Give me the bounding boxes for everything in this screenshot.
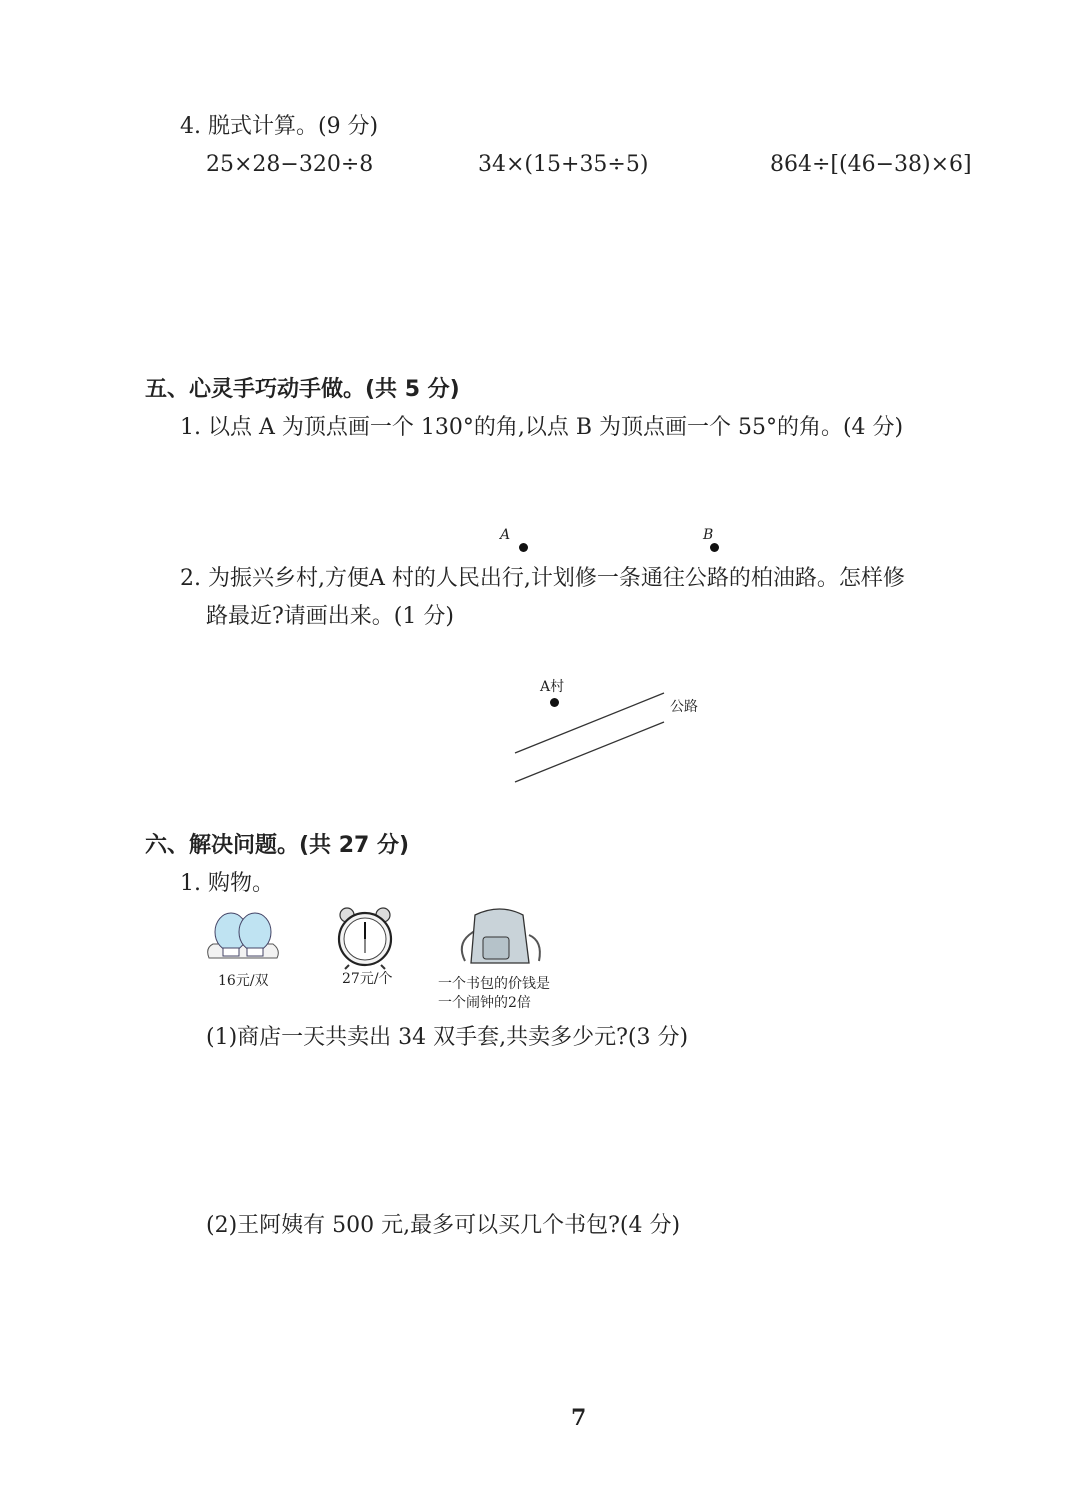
q4-title: 4. 脱式计算。(9 分) xyxy=(180,114,379,139)
expression-3: 864÷[(46−38)×6] xyxy=(770,152,972,177)
s6-subquestion-1: (1)商店一天共卖出 34 双手套,共卖多少元?(3 分) xyxy=(206,1025,689,1050)
point-a-label: A xyxy=(500,527,511,543)
road-edge-upper xyxy=(515,693,664,753)
s5-question-2-line-1: 2. 为振兴乡村,方便A 村的人民出行,计划修一条通往公路的柏油路。怎样修 xyxy=(180,566,905,591)
s6-question-1: 1. 购物。 xyxy=(180,871,274,896)
section-6-heading: 六、解决问题。(共 27 分) xyxy=(145,833,410,858)
alarm-clock-price: 27元/个 xyxy=(342,971,393,987)
gloves-icon xyxy=(203,908,283,970)
s5-question-2-line-2: 路最近?请画出来。(1 分) xyxy=(206,604,454,629)
schoolbag-caption-line-2: 一个闹钟的2倍 xyxy=(438,995,531,1011)
s6-subquestion-2: (2)王阿姨有 500 元,最多可以买几个书包?(4 分) xyxy=(206,1213,681,1238)
point-b-label: B xyxy=(703,527,714,543)
alarm-clock-icon xyxy=(333,905,397,969)
road-edge-lower xyxy=(515,722,664,782)
page-number: 7 xyxy=(571,1405,587,1431)
s5-question-1: 1. 以点 A 为顶点画一个 130°的角,以点 B 为顶点画一个 55°的角。(4 分) xyxy=(180,415,904,440)
gloves-price: 16元/双 xyxy=(218,973,269,989)
schoolbag-icon xyxy=(455,905,545,969)
schoolbag-caption-line-1: 一个书包的价钱是 xyxy=(438,976,550,992)
village-a-label: A村 xyxy=(540,679,565,695)
road-label: 公路 xyxy=(670,699,698,715)
expression-2: 34×(15+35÷5) xyxy=(478,152,649,177)
expression-1: 25×28−320÷8 xyxy=(206,152,374,177)
section-5-heading: 五、心灵手巧动手做。(共 5 分) xyxy=(145,377,460,402)
